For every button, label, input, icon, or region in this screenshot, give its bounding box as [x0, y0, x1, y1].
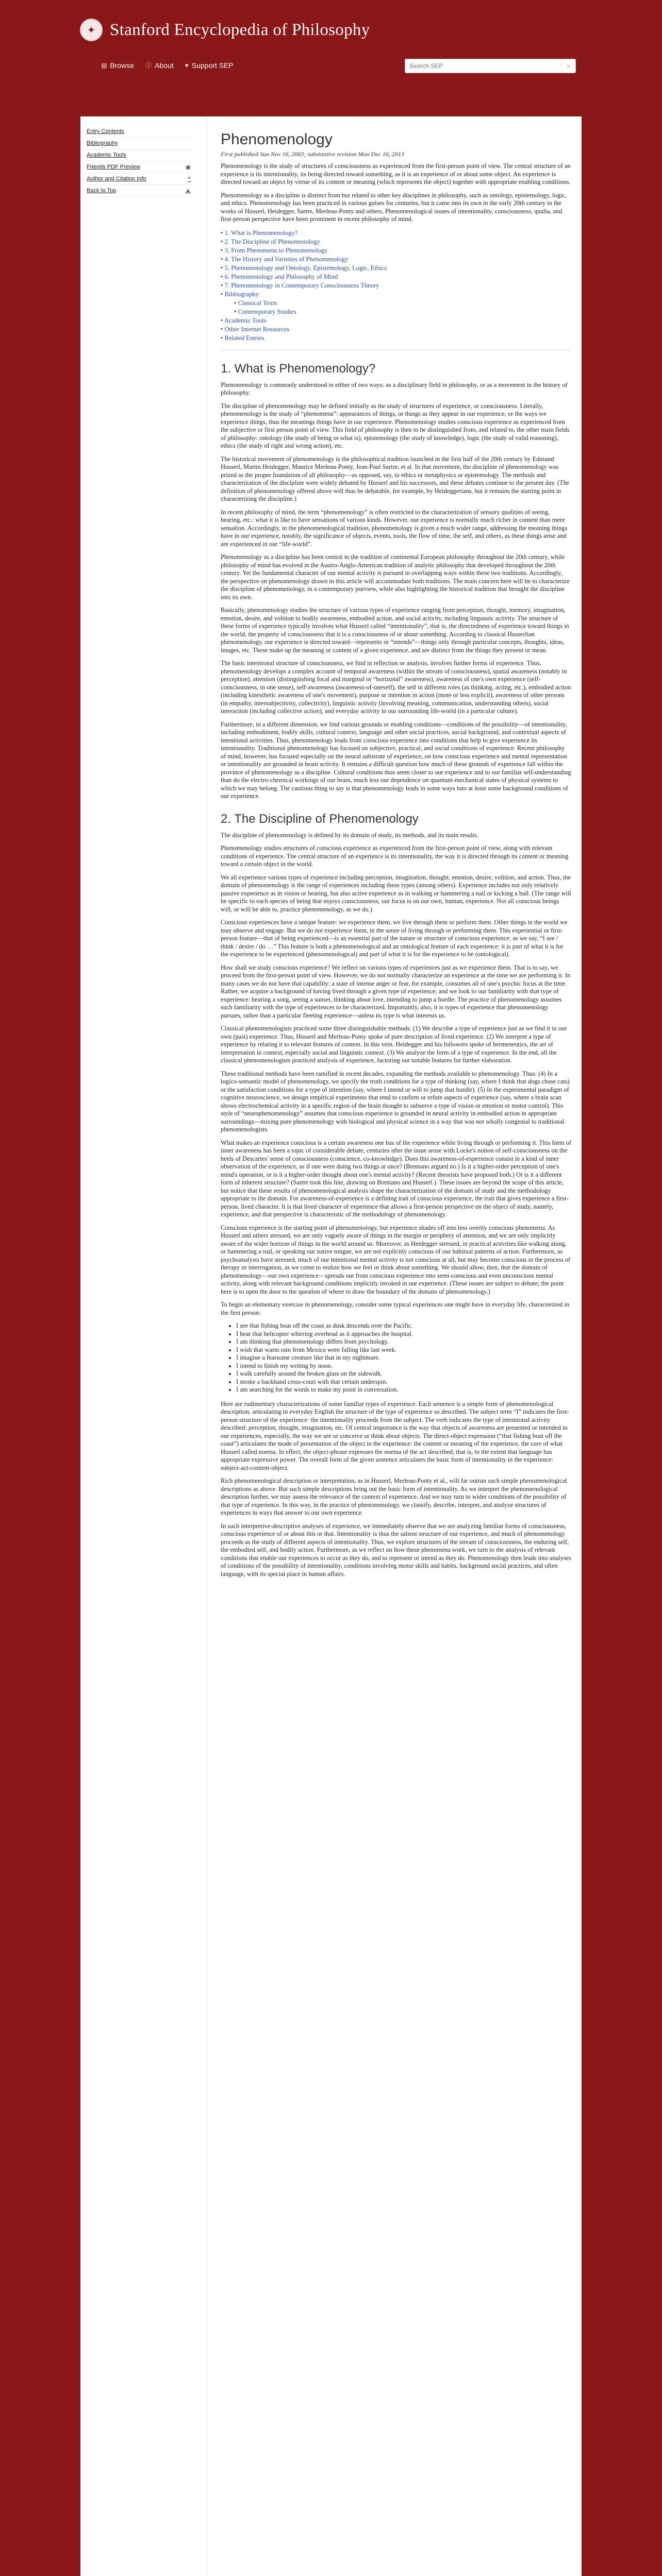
section-paragraph: The discipline of phenomenology is defined by its domain of study, its methods, and its main results.: [221, 831, 478, 839]
section-paragraph: Phenomenology is commonly understood in either of two ways: as a disciplinary field in philosophy, or as a movement in the history of philosophy.: [221, 381, 568, 396]
sidebar-item-pdf-preview[interactable]: [87, 161, 191, 173]
sidebar-item-bibliography[interactable]: [87, 138, 191, 149]
heart-icon: ♥: [185, 61, 189, 69]
section-paragraph: Classical phenomenologists practiced some three distinguishable methods. (1) We describe a type of experience just as we find it in our own (past) experience. Thus, Husserl and Merleau-Ponty spoke of pure description of lived experience. (2) We interpret a type of experience by relating it to relevant features of context. In this vein, Heidegger and his followers spoke of hermeneutics, the art of interpretation in context, especially social and linguistic context. (3) We analyze the form of a type of experience. In the end, all the classical phenomenologists practiced analysis of experience, factoring out notable features for further elaboration.: [221, 1025, 567, 1064]
table-of-contents: [221, 229, 571, 343]
list-item: • I wish that warm rain from Mexico were falling like last week.: [236, 1346, 571, 1354]
section-heading: 1. What is Phenomenology?: [221, 361, 376, 376]
example-list: [236, 1322, 571, 1394]
section-paragraph: To begin an elementary exercise in phenomenology, consider some typical experiences one might have in everyday life, characterized in the first person:: [221, 1301, 570, 1316]
nav-about-label: About: [155, 61, 174, 70]
search-icon[interactable]: ⌕: [561, 60, 575, 72]
toc-subitem[interactable]: • Classical Texts: [221, 299, 571, 308]
section-paragraph: In recent philosophy of mind, the term “phenomenology” is often restricted to the characterization of sensory qualities of seeing, hearing, etc.: what it is like to have sensations of various kinds. However, our experience is normally much richer in content than mere sensation. Accordingly, in the phenomenological tradition, phenomenology is given a much wider range, addressing the meaning things have in our experience, notably, the significance of objects, events, tools, the flow of time, the self, and others, as these things arise and are experienced in our “life-world”.: [221, 508, 568, 548]
page-title: Phenomenology: [221, 131, 333, 148]
toc-item[interactable]: • 5. Phenomenology and Ontology, Epistemology, Logic, Ethics: [221, 264, 571, 273]
sidebar-item-label: Friends PDF Preview: [87, 164, 140, 170]
section-paragraph: These traditional methods have been ramified in recent decades, expanding the methods available to phenomenology. Thus: (4) In a logico-semantic model of phenomenology, we specify the truth conditions for a type of thinking (say, where I think that dogs chase cats) or the satisfaction conditions for a type of intention (say, where I intend or will to jump that hurdle). (5) In the experimental paradigm of cognitive neuroscience, we design empirical experiments that tend to confirm or refute aspects of experience (say, where a brain scan shows electrochemical activity in a specific region of the brain thought to subserve a type of vision or emotion or motor control). This style of “neurophenomenology” assumes that conscious experience is grounded in neural activity in embodied action in appropriate surroundings—mixing pure phenomenology with biological and physical science in a way that was not wholly congenial to traditional phenomenologists.: [221, 1070, 570, 1133]
section-paragraph: In such interpretive-descriptive analyses of experience, we immediately observe that we are analyzing familiar forms of consciousness, conscious experience of or about this or that. Intentionality is thus the salient structure of our experience, and much of phenomenology proceeds as the study of different aspects of intentionality. Thus, we explore structures of the stream of consciousness, the enduring self, the embodied self, and bodily action. Furthermore, as we reflect on how these phenomena work, we turn to the analysis of relevant conditions that enable our experiences to occur as they do, and to represent or intend as they do. Phenomenology then leads into analyses of conditions of the possibility of intentionality, conditions involving motor skills and habits, background social practices, and often language, with its special place in human affairs.: [221, 1522, 571, 1578]
nav-browse[interactable]: [101, 61, 134, 70]
sidebar-item-entry-contents[interactable]: [87, 126, 191, 138]
sidebar-item-back-to-top[interactable]: [87, 185, 191, 197]
list-item: • I see that fishing boat off the coast as dusk descends over the Pacific.: [236, 1322, 571, 1330]
section-paragraph: Furthermore, in a different dimension, we find various grounds or enabling conditions—conditions of the possibility—of intentionality, including embodiment, bodily skills, cultural context, language and other social practices, social background, and contextual aspects of intentional activities. Thus, phenomenology leads from conscious experience into conditions that help to give experience its intentionality. Traditional phenomenology has focused on subjective, practical, and social conditions of experience. Recent philosophy of mind, however, has focused especially on the neural substrate of experience, on how conscious experience and mental representation or intentionality are grounded in brain activity. It remains a difficult question how much of these grounds of experience fall within the province of phenomenology as a discipline. Cultural conditions thus seem closer to our experience and to our familiar self-understanding than do the electro-chemical workings of our brain, much less our dependence on quantum-mechanical states of physical systems to which we may belong. The cautious thing to say is that phenomenology leads in some ways into at least some background conditions of our experience.: [221, 720, 571, 800]
top-nav: [101, 61, 234, 70]
section-paragraph: How shall we study conscious experience? We reflect on various types of experiences just as we experience them. That is to say, we proceed from the first-person point of view. However, we do not normally characterize an experience at the time we are performing it. In many cases we do not have that capability: a state of intense anger or fear, for example, consumes all of one's psychic focus at the time. Rather, we acquire a background of having lived through a given type of experience, and we look to our familiarity with that type of experience: hearing a song, seeing a sunset, thinking about love, intending to jump a hurdle. The practice of phenomenology assumes such familiarity with the type of experiences to be characterized. Importantly, also, it is types of experience that phenomenology pursues, rather than a particular fleeting experience—unless its type is what interests us.: [221, 963, 571, 1019]
sidebar-item-label: Bibliography: [87, 140, 118, 146]
content-container: [80, 116, 582, 2576]
intro-paragraph: Phenomenology is the study of structures of consciousness as experienced from the first-person point of view. The central structure of an experience is its intentionality, its being directed toward something, as it is an experience of or about some object. An experience is directed toward an object by virtue of its content or meaning (which represents the object) together with appropriate enabling conditions.: [221, 162, 571, 185]
toc-item[interactable]: • 4. The History and Varieties of Phenomenology: [221, 255, 571, 264]
list-item: • I am thinking that phenomenology differs from psychology.: [236, 1338, 571, 1346]
sidebar-item-label: Back to Top: [87, 188, 117, 194]
arrow-up-icon: ▲: [185, 188, 191, 194]
sidebar-item-label: Entry Contents: [87, 128, 124, 134]
list-item: • I stroke a backhand cross-court with that certain underspin.: [236, 1378, 571, 1386]
sidebar-item-citation[interactable]: [87, 173, 191, 185]
toc-item[interactable]: • 1. What is Phenomenology?: [221, 229, 571, 238]
list-item: • I walk carefully around the broken glass on the sidewalk.: [236, 1370, 571, 1378]
toc-subitem[interactable]: • Contemporary Studies: [221, 308, 571, 316]
section-heading: 2. The Discipline of Phenomenology: [221, 811, 419, 826]
toc-item[interactable]: • Academic Tools: [221, 316, 571, 325]
list-item: • I hear that helicopter whirring overhead as it approaches the hospital.: [236, 1330, 571, 1338]
pdf-icon: ▣: [185, 164, 191, 171]
section-paragraph: What makes an experience conscious is a certain awareness one has of the experience while living through or performing it. This form of inner awareness has been a topic of considerable debate, centuries after the issue arose with Locke's notion of self-consciousness on the heels of Descartes' sense of consciousness (conscience, co-knowledge). Does this awareness-of-experience consist in a kind of inner observation of the experience, as if one were doing two things at once? (Brentano argued no.) Is it a higher-order perception of one's mind's operation, or is it a higher-order thought about one's mental activity? (Recent theorists have proposed both.) Or is it a different form of inherent structure? (Sartre took this line, drawing on Brentano and Husserl.). These issues are beyond the scope of this article, but notice that these results of phenomenological analysis shape the characterization of the domain of study and the methodology appropriate to the domain. For awareness-of-experience is a defining trait of conscious experience, the trait that gives experience a first-person, lived character. It is that lived character of experience that allows a first-person perspective on the object of study, namely, experience, and that perspective is characteristic of the methodology of phenomenology.: [221, 1139, 571, 1218]
search-box: [405, 59, 576, 73]
section-paragraph: Conscious experiences have a unique feature: we experience them, we live through them or perform them. Other things in the world we may observe and engage. But we do not experience them, in the sense of living through or performing them. This experiential or first-person feature—that of being experienced—is an essential part of the nature or structure of conscious experience: as we say, “I see / think / desire / do …” This feature is both a phenomenological and an ontological feature of each experience: it is part of what it is for the experience to be experienced (phenomenological) and part of what it is for the experience to be (ontological).: [221, 919, 568, 958]
toc-item[interactable]: • Bibliography: [221, 290, 571, 299]
publication-info: First published Sun Nov 16, 2003; substantive revision Mon Dec 16, 2013: [221, 150, 404, 158]
seal-icon: ✦: [80, 19, 103, 41]
list-item: • I am searching for the words to make my point in conversation.: [236, 1386, 571, 1394]
quote-icon: ❝: [188, 176, 191, 182]
section-paragraph: Here are rudimentary characterizations of some familiar types of experience. Each sentence is a simple form of phenomenological description, articulating in everyday English the structure of the type of experience so described. The subject term “I” indicates the first-person structure of the experience: the intentionality proceeds from the subject. The verb indicates the type of intentional activity described: perception, thought, imagination, etc. Of central importance is the way that objects of awareness are presented or intended in our experiences, especially, the way we see or conceive or think about objects. The direct-object expression (“that fishing boat off the coast”) articulates the mode of presentation of the object in the experience: the content or meaning of the experience, the core of what Husserl called noema. In effect, the object-phrase expresses the noema of the act described, that is, to the extent that language has appropriate expressive power. The overall form of the given sentence articulates the basic form of intentionality in the experience: subject-act-content-object.: [221, 1400, 569, 1471]
section-paragraph: We all experience various types of experience including perception, imagination, thought, emotion, desire, volition, and action. Thus, the domain of phenomenology is the range of experiences including these types (among others). Experience includes not only relatively passive experience as in vision or hearing, but also active experience as in walking or hammering a nail or kicking a ball. (The range will be specific to each species of being that enjoys consciousness; our focus is on our own, human, experience. Not all conscious beings will, or will be able to, practice phenomenology, as we do.): [221, 873, 571, 913]
list-item: • I imagine a fearsome creature like that in my nightmare.: [236, 1354, 571, 1362]
site-title[interactable]: Stanford Encyclopedia of Philosophy: [110, 20, 370, 39]
section-paragraph: Conscious experience is the starting point of phenomenology, but experience shades off into less overtly conscious phenomena. As Husserl and others stressed, we are only vaguely aware of things in the margin or periphery of attention, and we are only implicitly aware of the wider horizon of things in the world around us. Moreover, as Heidegger stressed, in practical activities like walking along, or hammering a nail, or speaking our native tongue, we are not explicitly conscious of our habitual patterns of action. Furthermore, as psychoanalysts have stressed, much of our intentional mental activity is not conscious at all, but may become conscious in the process of therapy or interrogation, as we come to realize how we feel or think about something. We should allow, then, that the domain of phenomenology—our own experience—spreads out from conscious experience into semi-conscious and even unconscious mental activity, along with relevant background conditions implicitly invoked in our experience. (These issues are subject to debate; the point here is to open the door to the question of where to draw the boundary of the domain of phenomenology.): [221, 1224, 571, 1295]
nav-about[interactable]: [145, 61, 174, 70]
masthead: [0, 0, 662, 77]
nav-support[interactable]: [185, 61, 234, 70]
toc-item[interactable]: • Related Entries: [221, 334, 571, 343]
sidebar-item-label: Academic Tools: [87, 152, 126, 158]
section-paragraph: Basically, phenomenology studies the structure of various types of experience ranging from perception, thought, memory, imagination, emotion, desire, and volition to bodily awareness, embodied action, and social activity, including linguistic activity. The structure of these forms of experience typically involves what Husserl called “intentionality”, that is, the directedness of experience toward things in the world, the property of consciousness that it is a consciousness of or about something. According to classical Husserlian phenomenology, our experience is directed toward—represents or “intends”—things only through particular concepts, thoughts, ideas, images, etc. These make up the meaning or content of a given experience, and are distinct from the things they present or mean.: [221, 606, 569, 654]
toc-item[interactable]: • 2. The Discipline of Phenomenology: [221, 238, 571, 246]
section-paragraph: The discipline of phenomenology may be defined initially as the study of structures of experience, or consciousness. Literally, phenomenology is the study of “phenomena”: appearances of things, or things as they appear in our experience, or the ways we experience things, thus the meanings things have in our experience. Phenomenology studies conscious experience as experienced from the subjective or first person point of view. This field of philosophy is then to be distinguished from, and related to, the other main fields of philosophy: ontology (the study of being or what is), epistemology (the study of knowledge), logic (the study of valid reasoning), ethics (the study of right and wrong action), etc.: [221, 402, 570, 449]
search-input[interactable]: [405, 62, 561, 70]
section-paragraph: Phenomenology as a discipline has been central to the tradition of continental European philosophy throughout the 20th century, while philosophy of mind has evolved in the Austro-Anglo-American tradition of analytic philosophy that developed throughout the 20th century. Yet the fundamental character of our mental activity is pursued in overlapping ways within these two traditions. Accordingly, the perspective on phenomenology drawn in this article will accommodate both traditions. The main concern here will be to characterize the discipline of phenomenology, in a contemporary purview, while also highlighting the historical tradition that brought the discipline into its own.: [221, 553, 570, 601]
toc-item[interactable]: • 3. From Phenomena to Phenomenology: [221, 246, 571, 255]
sidebar-item-label: Author and Citation Info: [87, 176, 146, 182]
article: [221, 126, 571, 1583]
section-paragraph: The basic intentional structure of consciousness, we find in reflection or analysis, involves further forms of experience. Thus, phenomenology develops a complex account of temporal awareness (within the stream of consciousness), spatial awareness (notably in perception), attention (distinguishing focal and marginal or “horizonal” awareness), awareness of one's own experience (self-consciousness, in one sense), self-awareness (awareness-of-oneself), the self in different roles (as thinking, acting, etc.), embodied action (including kinesthetic awareness of one's movement), purpose or intention in action (more or less explicit), awareness of other persons (in empathy, intersubjectivity, collectivity), linguistic activity (involving meaning, communication, understanding others), social interaction (including collective action), and everyday activity in our surrounding life-world (in a particular culture).: [221, 659, 571, 715]
section-paragraph: The historical movement of phenomenology is the philosophical tradition launched in the first half of the 20th century by Edmund Husserl, Martin Heidegger, Maurice Merleau-Ponty, Jean-Paul Sartre, et al. In that movement, the discipline of phenomenology was prized as the proper foundation of all philosophy—as opposed, say, to ethics or metaphysics or epistemology. The methods and characterization of the discipline were widely debated by Husserl and his successors, and these debates continue to the present day. (The definition of phenomenology offered above will thus be debatable, for example, by Heideggerians, but it remains the starting point in characterizing the discipline.): [221, 455, 570, 502]
nav-support-label: Support SEP: [191, 61, 234, 70]
sidebar-item-academic-tools[interactable]: [87, 149, 191, 161]
toc-item[interactable]: • 6. Phenomenology and Philosophy of Mind: [221, 273, 571, 281]
site-logo[interactable]: [80, 19, 370, 41]
toc-item[interactable]: • 7. Phenomenology in Contemporary Consciousness Theory: [221, 281, 571, 290]
intro-paragraph: Phenomenology as a discipline is distinct from but related to other key disciplines in philosophy, such as ontology, epistemology, logic, and ethics. Phenomenology has been practiced in various guises for centuries, but it came into its own in the early 20th century in the works of Husserl, Heidegger, Sartre, Merleau-Ponty and others. Phenomenological issues of intentionality, consciousness, qualia, and first-person perspective have been prominent in recent philosophy of mind.: [221, 191, 567, 223]
list-item: • I intend to finish my writing by noon.: [236, 1362, 571, 1370]
nav-browse-label: Browse: [110, 61, 135, 70]
info-icon: ⓘ: [145, 62, 152, 69]
toc-item[interactable]: • Other Internet Resources: [221, 325, 571, 334]
section-paragraph: Phenomenology studies structures of conscious experience as experienced from the first-person point of view, along with relevant conditions of experience. The central structure of an experience is its intentionality, the way it is directed through its content or meaning toward a certain object in the world.: [221, 844, 569, 868]
section-paragraph: Rich phenomenological description or interpretation, as in Husserl, Merleau-Ponty et al., will far outrun such simple phenomenological descriptions as above. But such simple descriptions bring out the basic form of intentionality. As we interpret the phenomenological description further, we may assess the relevance of the context of experience. And we may turn to wider conditions of the possibility of that type of experience. In this way, in the practice of phenomenology, we classify, describe, interpret, and analyze structures of experiences in ways that answer to our own experience.: [221, 1477, 567, 1516]
book-icon: ▤: [101, 61, 107, 69]
column-divider: [206, 116, 207, 2576]
sidebar: [87, 126, 191, 197]
